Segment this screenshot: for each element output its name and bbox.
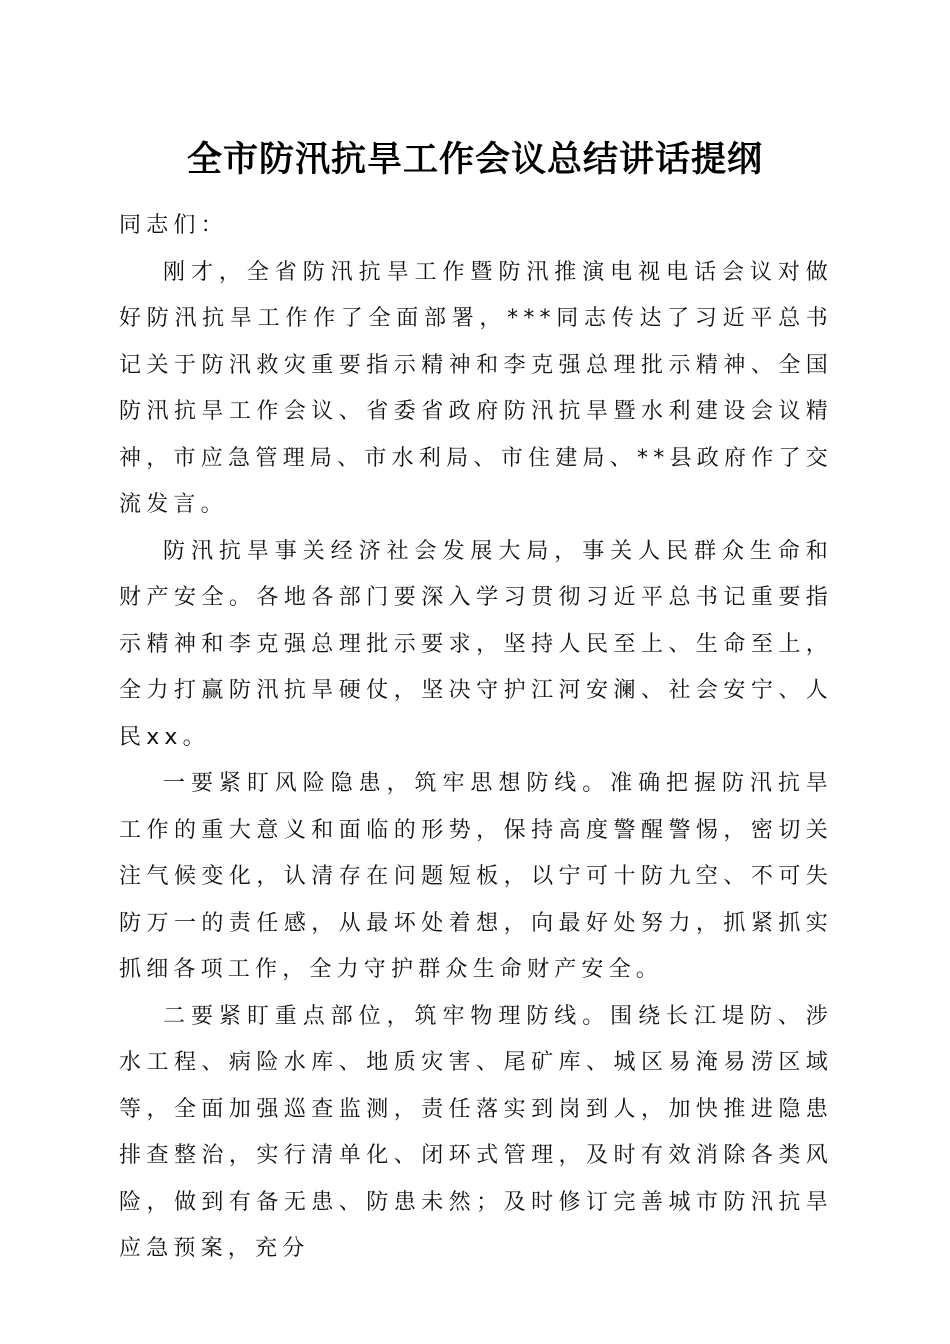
paragraph-point-two: 二要紧盯重点部位，筑牢物理防线。围绕长江堤防、涉水工程、病险水库、地质灾害、尾矿库、城区易淹易涝区域等，全面加强巡查监测，责任落实到岗到人，加快推进隐患排查整治，实行清单化、闭环式管理，及时有效消除各类风险，做到有备无患、防患未然；及时修订完善城市防汛抗旱应急预案，充分	[119, 1003, 833, 1261]
paragraph-opening: 刚才，全省防汛抗旱工作暨防汛推演电视电话会议对做好防汛抗旱工作作了全面部署，***同志传达了习近平总书记关于防汛救灾重要指示精神和李克强总理批示精神、全国防汛抗旱工作会议、省委省政府防汛抗旱暨水利建设会议精神，市应急管理局、市水利局、市住建局、**县政府作了交流发言。	[119, 259, 833, 517]
document-body	[119, 203, 833, 1273]
salutation: 同志们：	[119, 213, 228, 238]
paragraph-overview: 防汛抗旱事关经济社会发展大局，事关人民群众生命和财产安全。各地各部门要深入学习贯彻习近平总书记重要指示精神和李克强总理批示要求，坚持人民至上、生命至上，全力打赢防汛抗旱硬仗，坚决守护江河安澜、社会安宁、人民xx。	[119, 538, 833, 750]
document-title: 全市防汛抗旱工作会议总结讲话提纲	[186, 139, 763, 180]
paragraph-point-one: 一要紧盯风险隐患，筑牢思想防线。准确把握防汛抗旱工作的重大意义和面临的形势，保持高度警醒警惕，密切关注气候变化，认清存在问题短板，以宁可十防九空、不可失防万一的责任感，从最坏处着想，向最好处努力，抓紧抓实抓细各项工作，全力守护群众生命财产安全。	[119, 771, 833, 982]
